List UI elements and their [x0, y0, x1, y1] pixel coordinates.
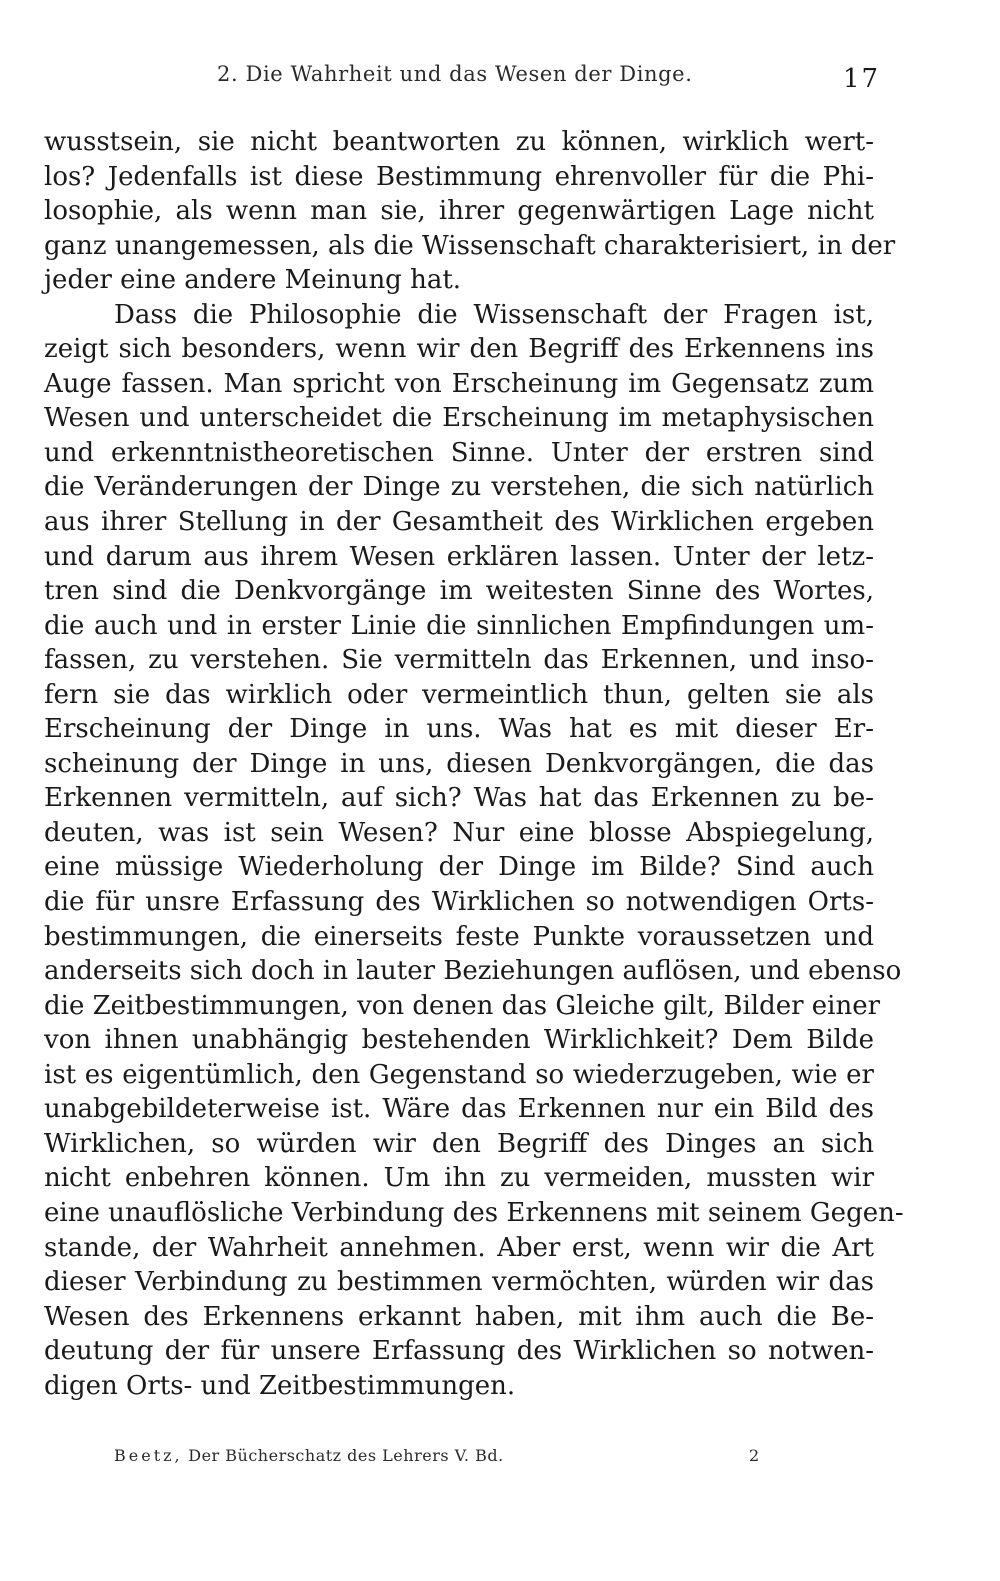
paragraph-end-line: digen Orts- und Zeitbestimmungen.: [44, 1370, 516, 1401]
paragraph-start-line: Dass die Philosophie die Wissenschaft der Fragen ist,: [114, 299, 874, 330]
body-text: [44, 125, 904, 1403]
text-line: anderseits sich doch in lauter Beziehungen auflösen, und ebenso: [44, 956, 902, 987]
paragraph-end-line: jeder eine andere Meinung hat.: [44, 265, 462, 296]
text-line: deuten, was ist sein Wesen? Nur eine blosse Abspiegelung,: [44, 817, 874, 848]
text-line: stande, der Wahrheit annehmen. Aber erst, wenn wir die Art: [44, 1232, 874, 1263]
text-line: ganz unangemessen, als die Wissenschaft charakterisiert, in der: [44, 230, 896, 261]
text-line: die für unsre Erfassung des Wirklichen so notwendigen Orts-: [44, 887, 874, 918]
text-line: die auch und in erster Linie die sinnlichen Empfindungen um-: [44, 610, 874, 641]
footer-author: Beetz,: [114, 1446, 183, 1465]
text-line: von ihnen unabhängig bestehenden Wirklichkeit? Dem Bilde: [44, 1025, 874, 1056]
text-line: unabgebildeterweise ist. Wäre das Erkennen nur ein Bild des: [44, 1094, 874, 1125]
text-line: wusstsein, sie nicht beantworten zu können, wirklich wert-: [44, 127, 874, 157]
text-line: tren sind die Denkvorgänge im weitesten Sinne des Wortes,: [44, 576, 874, 607]
text-line: aus ihrer Stellung in der Gesamtheit des Wirklichen ergeben: [44, 507, 874, 538]
signature-mark: 2: [749, 1446, 760, 1465]
text-line: Wesen des Erkennens erkannt haben, mit ihm auch die Be-: [44, 1301, 874, 1332]
text-line: Wirklichen, so würden wir den Begriff des Dinges an sich: [44, 1128, 874, 1159]
text-line: Erscheinung der Dinge in uns. Was hat es mit dieser Er-: [44, 714, 874, 745]
text-line: eine müssige Wiederholung der Dinge im Bilde? Sind auch: [44, 852, 874, 883]
running-title: 2. Die Wahrheit und das Wesen der Dinge.: [217, 62, 693, 86]
text-line: und erkenntnistheoretischen Sinne. Unter der erstren sind: [44, 437, 874, 468]
text-line: Erkennen vermitteln, auf sich? Was hat das Erkennen zu be-: [44, 783, 874, 814]
text-line: und darum aus ihrem Wesen erklären lassen. Unter der letz-: [44, 541, 874, 572]
text-line: eine unauflösliche Verbindung des Erkennens mit seinem Gegen-: [44, 1197, 904, 1228]
text-line: fern sie das wirklich oder vermeintlich thun, gelten sie als: [44, 679, 874, 710]
text-line: zeigt sich besonders, wenn wir den Begriff des Erkennens ins: [44, 334, 874, 365]
footer-citation: [114, 1446, 504, 1465]
text-line: los? Jedenfalls ist diese Bestimmung ehrenvoller für die Phi-: [44, 161, 874, 192]
text-line: scheinung der Dinge in uns, diesen Denkvorgängen, die das: [44, 748, 874, 779]
text-line: deutung der für unsere Erfassung des Wirklichen so notwen-: [44, 1336, 874, 1367]
text-line: ist es eigentümlich, den Gegenstand so wiederzugeben, wie er: [44, 1059, 874, 1090]
page-number: 17: [843, 64, 881, 94]
text-line: losophie, als wenn man sie, ihrer gegenwärtigen Lage nicht: [44, 196, 874, 227]
text-line: dieser Verbindung zu bestimmen vermöchten, würden wir das: [44, 1267, 874, 1298]
text-line: fassen, zu verstehen. Sie vermitteln das Erkennen, und inso-: [44, 645, 874, 676]
text-line: die Zeitbestimmungen, von denen das Gleiche gilt, Bilder einer: [44, 990, 881, 1021]
text-line: die Veränderungen der Dinge zu verstehen, die sich natürlich: [44, 472, 874, 503]
text-line: bestimmungen, die einerseits feste Punkte voraussetzen und: [44, 921, 874, 952]
text-line: Auge fassen. Man spricht von Erscheinung im Gegensatz zum: [44, 368, 874, 399]
footer-work-title: Der Bücherschatz des Lehrers V. Bd.: [188, 1446, 504, 1465]
text-line: Wesen und unterscheidet die Erscheinung im metaphysischen: [44, 403, 874, 434]
text-line: nicht enbehren können. Um ihn zu vermeiden, mussten wir: [44, 1163, 874, 1194]
